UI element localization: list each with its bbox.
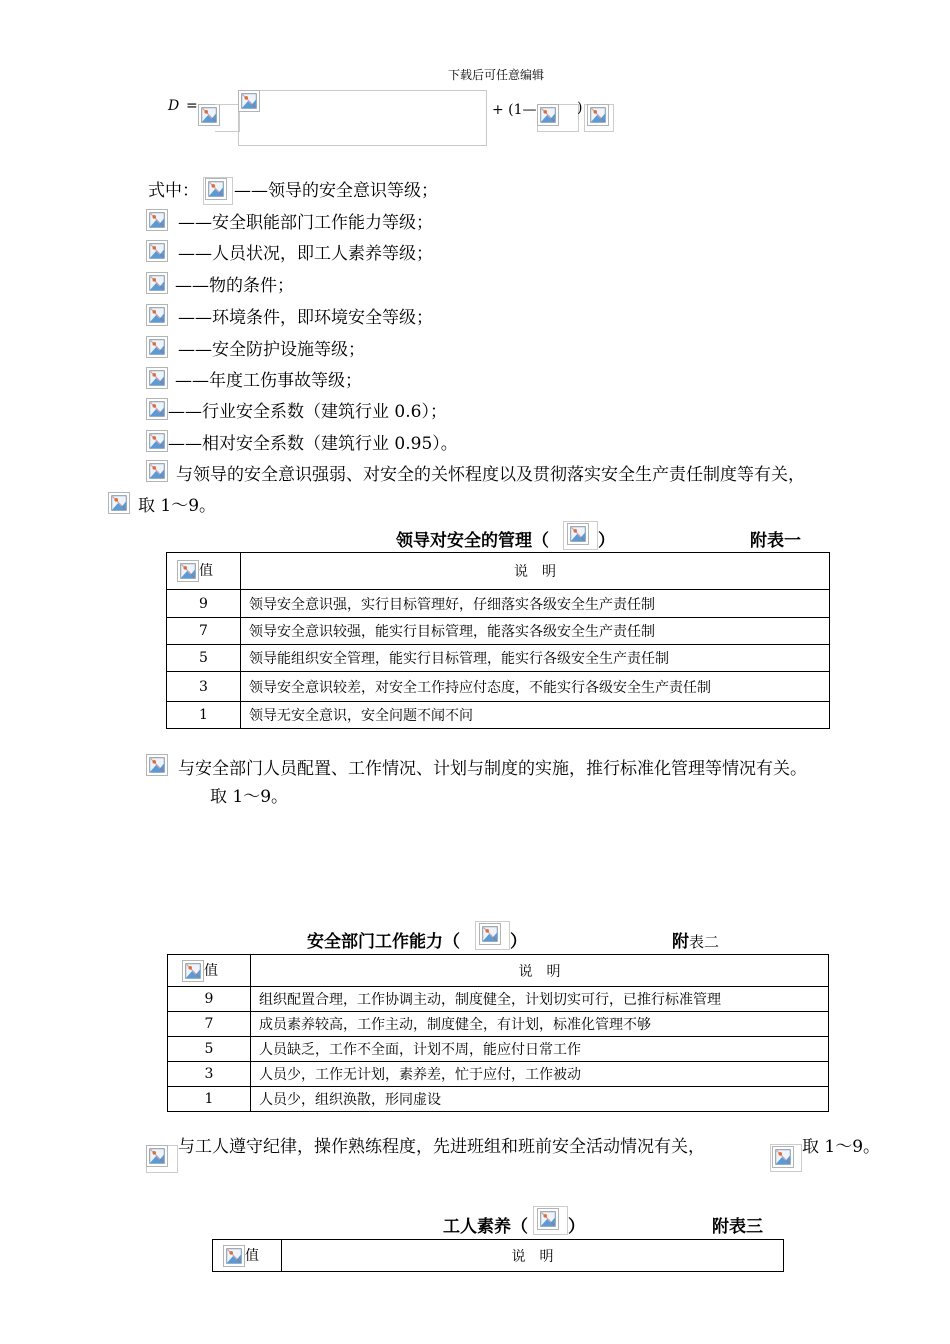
table-tag: 附表一 xyxy=(750,531,801,551)
table-worker-quality xyxy=(212,1239,784,1272)
table-row xyxy=(168,1012,829,1037)
row-value: 3 xyxy=(168,1062,251,1087)
legend-item: ——人员状况，即工人素养等级； xyxy=(178,244,433,264)
row-desc: 领导能组织安全管理，能实行目标管理，能实行各级安全生产责任制 xyxy=(241,645,830,672)
formula-image-icon xyxy=(587,104,609,126)
table-title: 安全部门工作能力（ xyxy=(307,932,460,952)
table-row xyxy=(167,645,830,672)
head-value-label: 值 xyxy=(204,962,218,979)
head-image-icon xyxy=(177,560,199,582)
table-leadership xyxy=(166,552,830,729)
row-desc: 人员少，组织涣散，形同虚设 xyxy=(251,1087,829,1112)
legend-image-icon xyxy=(146,304,168,326)
formula-d-symbol: D xyxy=(168,98,180,114)
page-header-note: 下载后可任意编辑 xyxy=(448,68,545,82)
table-row xyxy=(167,702,830,729)
legend-prefix: 式中： xyxy=(148,181,199,201)
legend-item: ——年度工伤事故等级； xyxy=(175,371,362,391)
row-value: 1 xyxy=(168,1087,251,1112)
para-text: 与安全部门人员配置、工作情况、计划与制度的实施，推行标准化管理等情况有关。 xyxy=(178,759,807,779)
table-head-value xyxy=(213,1240,282,1272)
row-value: 9 xyxy=(168,987,251,1012)
para-image-icon xyxy=(146,460,168,482)
row-desc: 领导安全意识较差，对安全工作持应付态度，不能实行各级安全生产责任制 xyxy=(241,672,830,702)
row-desc: 组织配置合理，工作协调主动，制度健全，计划切实可行，已推行标准管理 xyxy=(251,987,829,1012)
para-text: 与工人遵守纪律，操作熟练程度，先进班组和班前安全活动情况有关， xyxy=(178,1137,705,1157)
row-desc: 领导安全意识强，实行目标管理好，仔细落实各级安全生产责任制 xyxy=(241,590,830,618)
row-value: 5 xyxy=(168,1037,251,1062)
row-value: 3 xyxy=(167,672,241,702)
legend-image-icon xyxy=(146,240,168,262)
row-value: 1 xyxy=(167,702,241,729)
row-desc: 人员缺乏，工作不全面，计划不周，能应付日常工作 xyxy=(251,1037,829,1062)
table-head-desc: 说 明 xyxy=(241,553,830,590)
table-row xyxy=(168,987,829,1012)
legend-image-icon xyxy=(146,367,168,389)
row-desc: 人员少，工作无计划，素养差，忙于应付，工作被动 xyxy=(251,1062,829,1087)
head-image-icon xyxy=(182,960,204,982)
table-row xyxy=(168,1087,829,1112)
legend-image-icon xyxy=(146,209,168,231)
table-head-value xyxy=(167,553,241,590)
head-value-label: 值 xyxy=(245,1247,259,1264)
table-row xyxy=(167,590,830,618)
row-desc: 成员素养较高，工作主动，制度健全，有计划，标准化管理不够 xyxy=(251,1012,829,1037)
para-image-icon xyxy=(146,1145,168,1167)
table-head-value xyxy=(168,955,251,987)
table-title: 领导对安全的管理（ xyxy=(396,531,549,551)
legend-image-icon xyxy=(146,336,168,358)
formula-fraction-box xyxy=(238,90,487,146)
formula-close-paren: ) xyxy=(577,100,583,116)
table-head-desc: 说 明 xyxy=(282,1240,784,1272)
legend-image-icon xyxy=(146,398,168,420)
para-image-icon xyxy=(108,492,130,514)
title-image-icon xyxy=(567,523,589,545)
title-image-icon xyxy=(479,923,501,945)
title-image-icon xyxy=(537,1208,559,1230)
table-title-close: ） xyxy=(568,1217,585,1237)
legend-item: ——行业安全系数（建筑行业 0.6）； xyxy=(168,402,447,422)
row-value: 5 xyxy=(167,645,241,672)
legend-item: ——环境条件，即环境安全等级； xyxy=(178,308,433,328)
table-tag: 附表三 xyxy=(712,1217,763,1237)
legend-image-icon xyxy=(205,178,227,200)
head-value-label: 值 xyxy=(199,563,213,579)
row-desc: 领导安全意识较强，能实行目标管理，能落实各级安全生产责任制 xyxy=(241,618,830,645)
table-title-close: ） xyxy=(510,932,527,952)
legend-image-icon xyxy=(146,430,168,452)
para-image-icon xyxy=(772,1146,794,1168)
para-range: 取 1～9。 xyxy=(138,496,217,516)
legend-item: ——物的条件； xyxy=(175,276,294,296)
table-row xyxy=(168,1037,829,1062)
row-value: 9 xyxy=(167,590,241,618)
head-image-icon xyxy=(223,1245,245,1267)
table-row xyxy=(167,618,830,645)
legend-item: ——领导的安全意识等级； xyxy=(234,181,438,201)
table-head-desc: 说 明 xyxy=(251,955,829,987)
row-value: 7 xyxy=(168,1012,251,1037)
formula-equals: = xyxy=(186,98,198,114)
row-value: 7 xyxy=(167,618,241,645)
formula-plus-term: + (1— xyxy=(492,102,537,118)
legend-image-icon xyxy=(146,272,168,294)
legend-item: ——安全职能部门工作能力等级； xyxy=(178,213,433,233)
legend-item: ——安全防护设施等级； xyxy=(178,340,365,360)
para-text: 与领导的安全意识强弱、对安全的关怀程度以及贯彻落实安全生产责任制度等有关， xyxy=(176,465,805,485)
table-title: 工人素养（ xyxy=(443,1217,528,1237)
table-tag xyxy=(672,927,719,952)
table-tag-rest: 表二 xyxy=(689,933,720,951)
formula-fraction-image-icon xyxy=(238,90,260,112)
para-image-icon xyxy=(146,754,168,776)
para-range: 取 1～9。 xyxy=(802,1137,881,1157)
formula-image-icon xyxy=(537,104,559,126)
para-range: 取 1～9。 xyxy=(210,787,289,807)
row-desc: 领导无安全意识，安全问题不闻不问 xyxy=(241,702,830,729)
table-safety-dept xyxy=(167,954,829,1112)
table-row xyxy=(167,672,830,702)
formula-image-frame xyxy=(215,104,240,132)
table-row xyxy=(168,1062,829,1087)
legend-item: ——相对安全系数（建筑行业 0.95）。 xyxy=(168,434,458,454)
table-title-close: ） xyxy=(598,531,615,551)
table-tag-bold: 附 xyxy=(672,932,689,952)
